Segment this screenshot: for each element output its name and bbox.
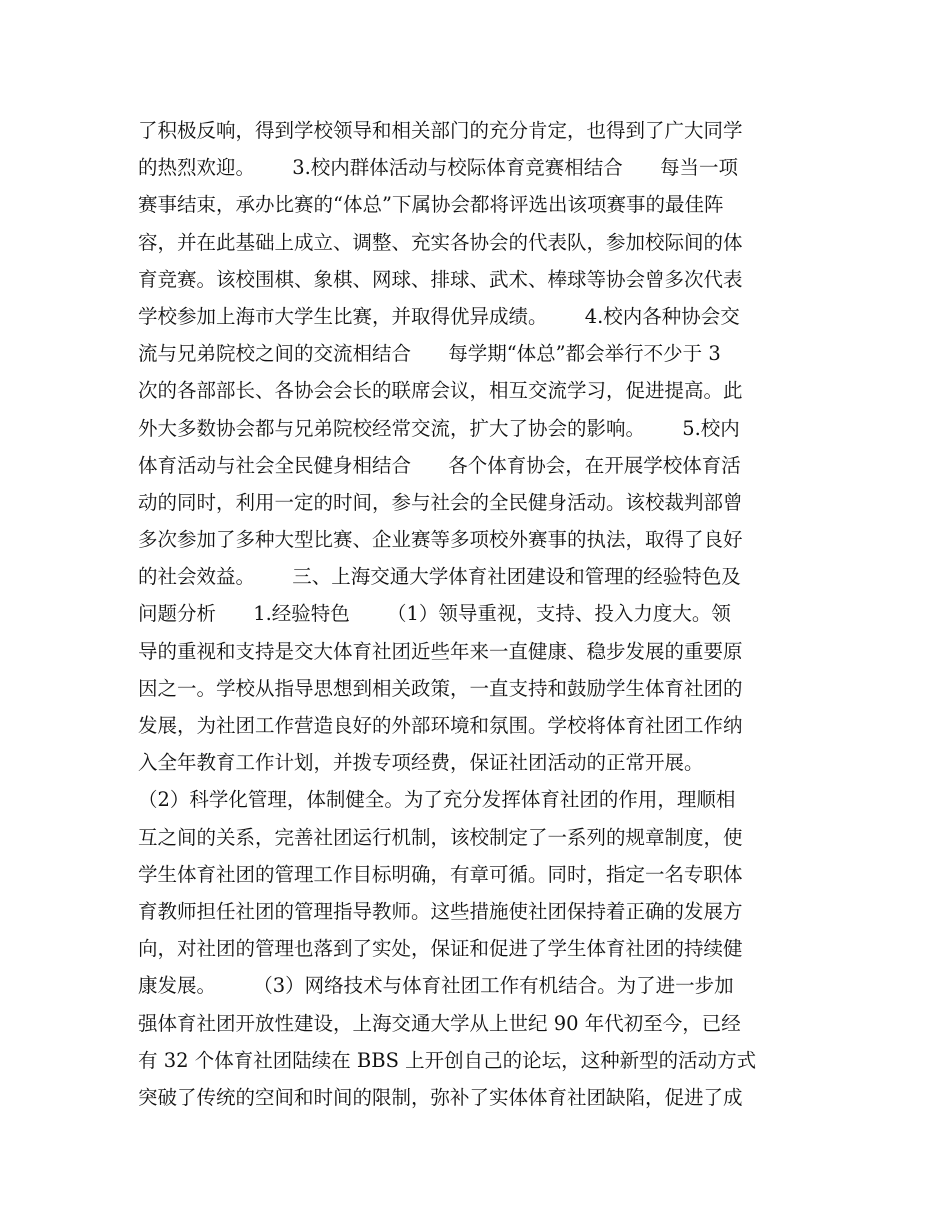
- text-line: 问题分析 1.经验特色 （1）领导重视，支持、投入力度大。领: [138, 602, 731, 626]
- text-line: 体育活动与社会全民健身相结合 各个体育协会，在开展学校体育活: [138, 453, 741, 477]
- text-line: 因之一。学校从指导思想到相关政策，一直支持和鼓励学生体育社团的: [138, 676, 743, 700]
- text-line: 次的各部部长、各协会会长的联席会议，相互交流学习，促进提高。此: [138, 379, 743, 403]
- text-line: 的社会效益。 三、上海交通大学体育社团建设和管理的经验特色及: [138, 565, 741, 589]
- text-line: 学校参加上海市大学生比赛，并取得优异成绩。 4.校内各种协会交: [138, 304, 740, 328]
- text-line: 动的同时，利用一定的时间，参与社会的全民健身活动。该校裁判部曾: [138, 490, 743, 514]
- text-line: 育竞赛。该校围棋、象棋、网球、排球、武术、棒球等协会曾多次代表: [138, 267, 743, 291]
- text-line: 发展，为社团工作营造良好的外部环境和氛围。学校将体育社团工作纳: [138, 714, 743, 737]
- text-line: 向，对社团的管理也落到了实处，保证和促进了学生体育社团的持续健: [138, 937, 743, 961]
- text-line: 强体育社团开放性建设，上海交通大学从上世纪 90 年代初至今，已经: [138, 1011, 741, 1035]
- text-line: 入全年教育工作计划，并拨专项经费，保证社团活动的正常开展。: [138, 751, 704, 775]
- text-line: 了积极反响，得到学校领导和相关部门的充分肯定，也得到了广大同学: [138, 119, 743, 142]
- text-line: 突破了传统的空间和时间的限制，弥补了实体体育社团缺陷，促进了成: [138, 1085, 743, 1109]
- text-line: （2）科学化管理，体制健全。为了充分发挥体育社团的作用，理顺相: [138, 788, 736, 812]
- text-line: 容，并在此基础上成立、调整、充实各协会的代表队，参加校际间的体: [138, 230, 743, 254]
- text-line: 互之间的关系，完善社团运行机制，该校制定了一系列的规章制度，使: [138, 825, 743, 849]
- text-line: 赛事结束，承办比赛的“体总”下属协会都将评选出该项赛事的最佳阵: [138, 193, 724, 217]
- text-line: 有 32 个体育社团陆续在 BBS 上开创自己的论坛，这种新型的活动方式: [138, 1048, 757, 1072]
- text-line: 流与兄弟院校之间的交流相结合 每学期“体总”都会举行不少于 3: [138, 342, 721, 366]
- text-line: 育教师担任社团的管理指导教师。这些措施使社团保持着正确的发展方: [138, 899, 743, 923]
- text-line: 外大多数协会都与兄弟院校经常交流，扩大了协会的影响。 5.校内: [138, 416, 740, 440]
- text-line: 的热烈欢迎。 3.校内群体活动与校际体育竞赛相结合 每当一项: [138, 156, 738, 180]
- text-line: 导的重视和支持是交大体育社团近些年来一直健康、稳步发展的重要原: [138, 639, 743, 663]
- text-line: 康发展。 （3）网络技术与体育社团工作有机结合。为了进一步加: [138, 974, 734, 998]
- body-text: [138, 112, 818, 1116]
- text-line: 多次参加了多种大型比赛、企业赛等多项校外赛事的执法，取得了良好: [138, 528, 743, 552]
- text-line: 学生体育社团的管理工作目标明确，有章可循。同时，指定一名专职体: [138, 862, 743, 886]
